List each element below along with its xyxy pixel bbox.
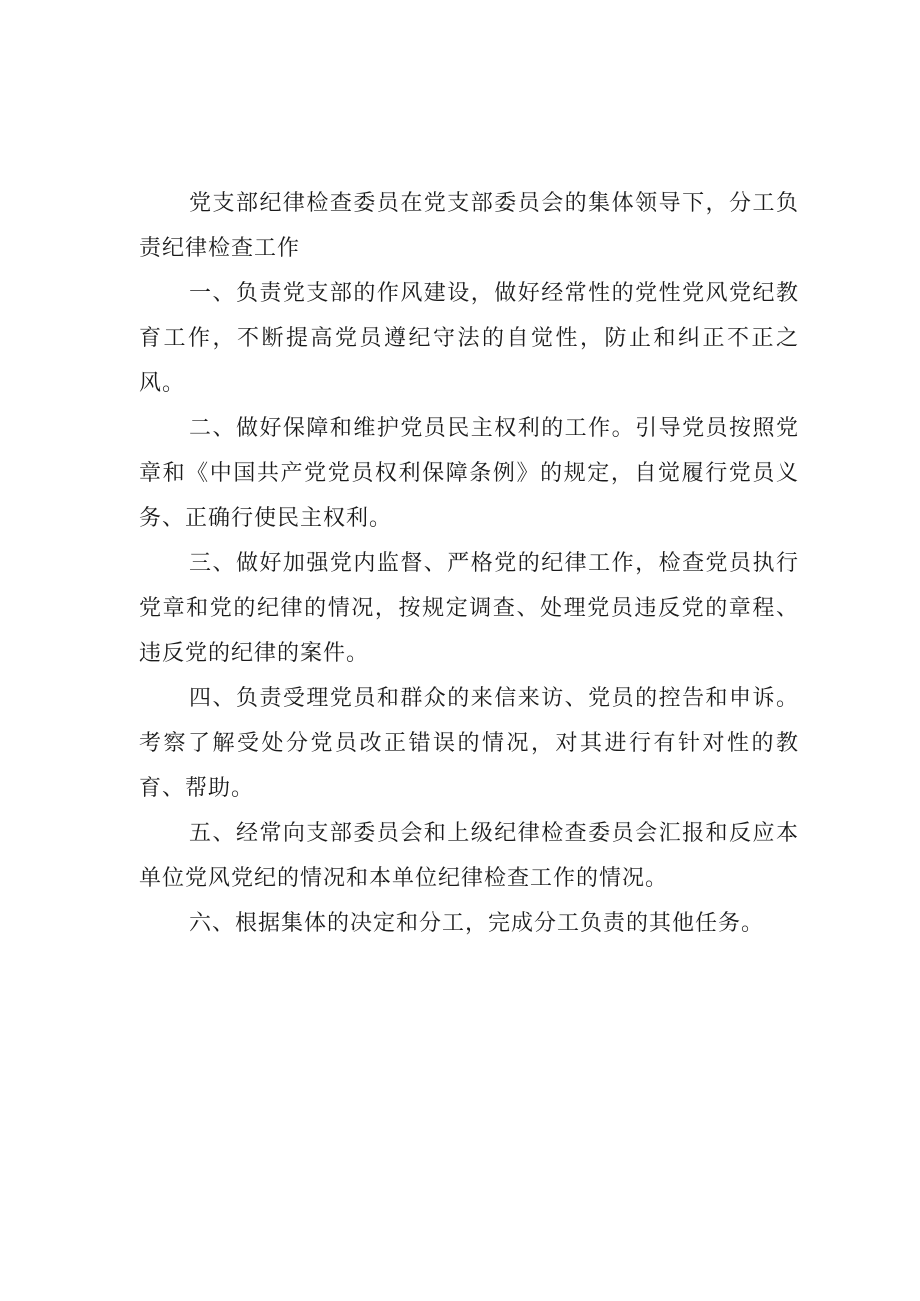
duty-paragraph-1: 一、负责党支部的作风建设，做好经常性的党性党风党纪教育工作，不断提高党员遵纪守法的自觉性，防止和纠正不正之风。: [139, 281, 799, 396]
duty-paragraph-2: 二、做好保障和维护党员民主权利的工作。引导党员按照党章和《中国共产党党员权利保障条例》的规定，自觉履行党员义务、正确行使民主权利。: [139, 416, 799, 531]
intro-paragraph: 党支部纪律检查委员在党支部委员会的集体领导下，分工负责纪律检查工作: [139, 191, 799, 261]
document-body: [139, 181, 799, 946]
duty-paragraph-6: 六、根据集体的决定和分工，完成分工负责的其他任务。: [189, 911, 765, 936]
duty-paragraph-3: 三、做好加强党内监督、严格党的纪律工作，检查党员执行党章和党的纪律的情况，按规定调查、处理党员违反党的章程、违反党的纪律的案件。: [139, 551, 799, 666]
duty-paragraph-5: 五、经常向支部委员会和上级纪律检查委员会汇报和反应本单位党风党纪的情况和本单位纪律检查工作的情况。: [139, 821, 799, 891]
duty-paragraph-4: 四、负责受理党员和群众的来信来访、党员的控告和申诉。考察了解受处分党员改正错误的情况，对其进行有针对性的教育、帮助。: [139, 686, 799, 801]
